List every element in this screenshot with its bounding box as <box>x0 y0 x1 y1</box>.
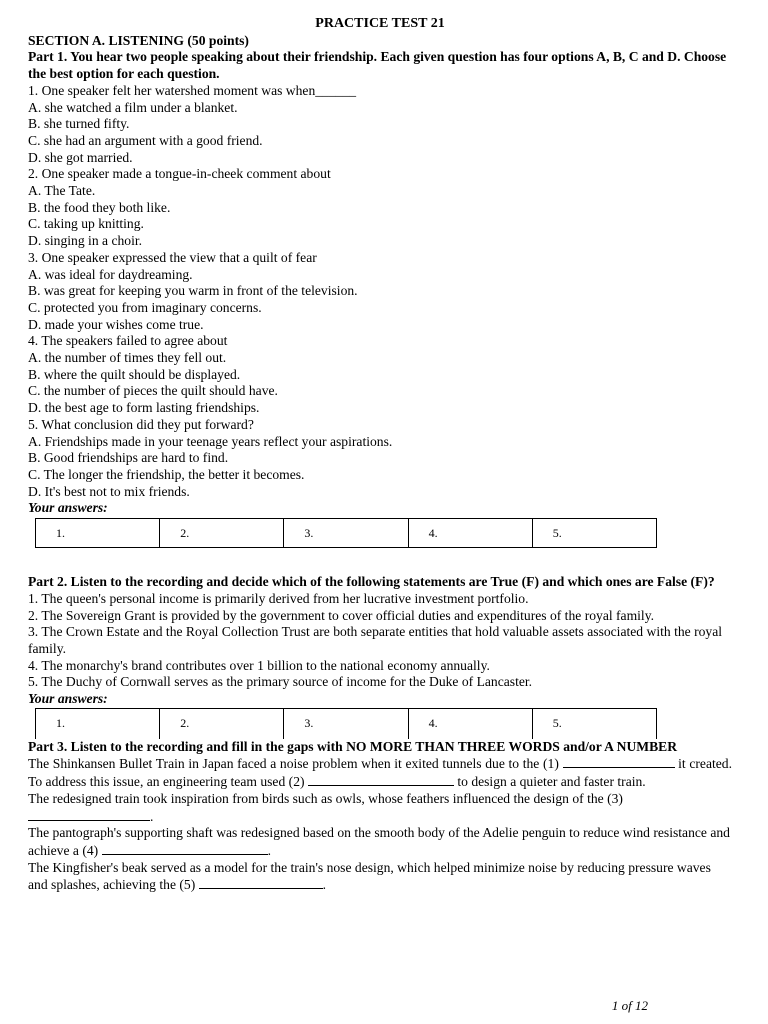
part3-text: it created. To address this issue, an engineering team used (2) <box>28 756 732 790</box>
question-4: 4. The speakers failed to agree about <box>28 333 228 349</box>
part3-paragraph-3 <box>28 825 732 859</box>
option: D. made your wishes come true. <box>28 316 204 332</box>
option: C. she had an argument with a good friend. <box>28 132 263 148</box>
page-number: 1 of 12 <box>611 998 648 1013</box>
option: B. where the quilt should be displayed. <box>28 366 241 382</box>
question-3: 3. One speaker expressed the view that a quilt of fear <box>28 249 317 265</box>
page-content <box>28 16 732 894</box>
answer-cell-3[interactable]: 3. <box>284 708 408 739</box>
gap-2-blank[interactable] <box>308 773 454 786</box>
part1-answer-table <box>35 518 657 548</box>
answer-cell-1[interactable]: 1. <box>36 708 160 739</box>
gap-1-blank[interactable] <box>563 755 675 768</box>
option: A. she watched a film under a blanket. <box>28 99 238 115</box>
part3-text: The Kingfisher's beak served as a model for the train's nose design, which helped minimize noise by reducing pressure waves and splashes, achieving the (5) <box>28 859 711 893</box>
option: B. Good friendships are hard to find. <box>28 450 229 466</box>
gap-5-blank[interactable] <box>199 876 323 889</box>
part2-statements <box>28 591 732 691</box>
statement-5: 5. The Duchy of Cornwall serves as the primary source of income for the Duke of Lancaster. <box>28 674 533 690</box>
part2-answers-label: Your answers: <box>28 691 108 707</box>
option: D. the best age to form lasting friendships. <box>28 400 260 416</box>
gap-4-blank[interactable] <box>102 842 268 855</box>
answer-cell-5[interactable]: 5. <box>532 708 656 739</box>
option: B. the food they both like. <box>28 199 171 215</box>
section-a-heading: SECTION A. LISTENING (50 points) <box>28 32 249 48</box>
part3-paragraph-2 <box>28 791 732 825</box>
option: D. It's best not to mix friends. <box>28 483 190 499</box>
question-2: 2. One speaker made a tongue-in-cheek comment about <box>28 166 331 182</box>
statement-3: 3. The Crown Estate and the Royal Collection Trust are both separate entities that hold valuable assets associated with the royal family. <box>28 624 723 656</box>
answer-cell-4[interactable]: 4. <box>408 519 532 548</box>
option: B. she turned fifty. <box>28 116 130 132</box>
part3-text: The Shinkansen Bullet Train in Japan faced a noise problem when it exited tunnels due to the (1) <box>28 756 559 772</box>
answer-cell-2[interactable]: 2. <box>160 708 284 739</box>
part3-text: . <box>150 808 154 824</box>
question-5: 5. What conclusion did they put forward? <box>28 416 254 432</box>
statement-1: 1. The queen's personal income is primarily derived from her lucrative investment portfolio. <box>28 590 529 606</box>
part3-heading: Part 3. Listen to the recording and fill in the gaps with NO MORE THAN THREE WORDS and/or A NUMBER <box>28 738 678 754</box>
option: B. was great for keeping you warm in front of the television. <box>28 283 358 299</box>
part3-paragraph-1 <box>28 755 732 790</box>
option: A. was ideal for daydreaming. <box>28 266 193 282</box>
option: C. protected you from imaginary concerns. <box>28 299 262 315</box>
option: A. The Tate. <box>28 183 96 199</box>
part3-text: . <box>322 877 327 893</box>
part3-text: design a quieter and faster train. <box>471 774 646 790</box>
statement-2: 2. The Sovereign Grant is provided by the government to cover official duties and expenditures of the royal family. <box>28 607 655 623</box>
option: A. the number of times they fell out. <box>28 350 227 366</box>
answer-cell-2[interactable]: 2. <box>160 519 284 548</box>
option: D. singing in a choir. <box>28 233 143 249</box>
option: C. the number of pieces the quilt should have. <box>28 383 278 399</box>
page-title: PRACTICE TEST 21 <box>315 16 445 31</box>
part1-heading: Part 1. You hear two people speaking about their friendship. Each given question has four options A, B, C and D. Choose the best option for each question. <box>28 49 727 82</box>
part2-answer-table <box>35 708 657 739</box>
gap-3-blank[interactable] <box>28 808 150 821</box>
option: A. Friendships made in your teenage years reflect your aspirations. <box>28 433 393 449</box>
answer-cell-1[interactable]: 1. <box>36 519 160 548</box>
statement-4: 4. The monarchy's brand contributes over 1 billion to the national economy annually. <box>28 657 490 673</box>
part3-text: to <box>457 774 468 790</box>
option: C. taking up knitting. <box>28 216 144 232</box>
option: D. she got married. <box>28 149 133 165</box>
option: C. The longer the friendship, the better it becomes. <box>28 466 305 482</box>
part3-text: The pantograph's supporting shaft was redesigned based on the smooth body of the Adelie penguin to reduce wind resistance and achieve a (4) <box>28 825 730 858</box>
part3-text: The redesigned train took inspiration from birds such as owls, whose feathers influenced the design of the (3) <box>28 790 623 806</box>
part1-questions <box>28 83 732 501</box>
part2-heading: Part 2. Listen to the recording and decide which of the following statements are True (F) and which ones are False (F)? <box>28 574 715 590</box>
question-1: 1. One speaker felt her watershed moment was when______ <box>28 82 357 98</box>
answer-cell-5[interactable]: 5. <box>532 519 656 548</box>
part1-answers-label: Your answers: <box>28 500 108 516</box>
answer-cell-3[interactable]: 3. <box>284 519 408 548</box>
part3-paragraph-4 <box>28 860 732 894</box>
part3-text: . <box>267 842 271 858</box>
answer-cell-4[interactable]: 4. <box>408 708 532 739</box>
